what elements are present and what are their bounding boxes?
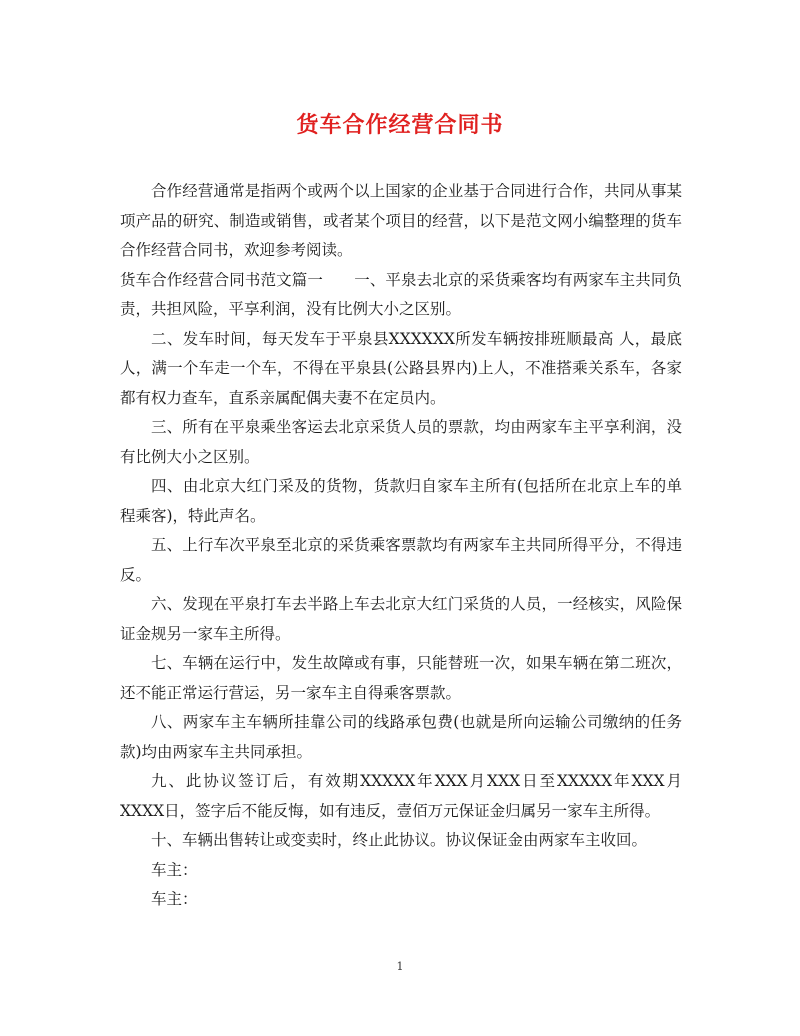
- clause-5-paragraph: 五、上行车次平泉至北京的采货乘客票款均有两家车主共同所得平分，不得违反。: [120, 536, 682, 584]
- clause-1-paragraph: 货车合作经营合同书范文篇一 一、平泉去北京的采货乘客均有两家车主共同负责，共担风险，平享利润，没有比例大小之区别。: [120, 270, 682, 318]
- clause-4-paragraph: 四、由北京大红门采及的货物，货款归自家车主所有(包括所在北京上车的单程乘客)，特此声名。: [120, 477, 682, 525]
- document-title: 货车合作经营合同书: [296, 112, 504, 138]
- clause-8-paragraph: 八、两家车主车辆所挂靠公司的线路承包费(也就是所向运输公司缴纳的任务款)均由两家车主共同承担。: [120, 713, 682, 761]
- clause-7-paragraph: 七、车辆在运行中，发生故障或有事，只能替班一次，如果车辆在第二班次，还不能正常运行营运，另一家车主自得乘客票款。: [120, 654, 682, 702]
- clause-9-paragraph: 九、此协议签订后，有效期XXXXX年XXX月XXX日至XXXXX年XXX月XXXX日，签字后不能反悔，如有违反，壹佰万元保证金归属另一家车主所得。: [120, 772, 682, 820]
- intro-paragraph: 合作经营通常是指两个或两个以上国家的企业基于合同进行合作，共同从事某项产品的研究、制造或销售，或者某个项目的经营，以下是范文网小编整理的货车合作经营合同书，欢迎参考阅读。: [120, 182, 682, 259]
- clause-3-paragraph: 三、所有在平泉乘坐客运去北京采货人员的票款，均由两家车主平享利润，没有比例大小之区别。: [120, 418, 682, 466]
- page-number: 1: [396, 960, 404, 973]
- clause-6-paragraph: 六、发现在平泉打车去半路上车去北京大红门采货的人员，一经核实，风险保证金规另一家车主所得。: [120, 595, 682, 643]
- signature-line-owner-1: 车主：: [151, 860, 198, 879]
- clause-10-paragraph: 十、车辆出售转让或变卖时，终止此协议。协议保证金由两家车主收回。: [151, 831, 648, 849]
- signature-line-owner-2: 车主：: [151, 890, 198, 908]
- document-body: [120, 177, 682, 915]
- clause-2-paragraph: 二、发车时间，每天发车于平泉县XXXXXX所发车辆按排班顺最高 人，最底人，满一个车走一个车，不得在平泉县(公路县界内)上人，不准搭乘关系车，各家都有权力查车，直系亲属配偶夫妻不在定员内。: [120, 329, 682, 407]
